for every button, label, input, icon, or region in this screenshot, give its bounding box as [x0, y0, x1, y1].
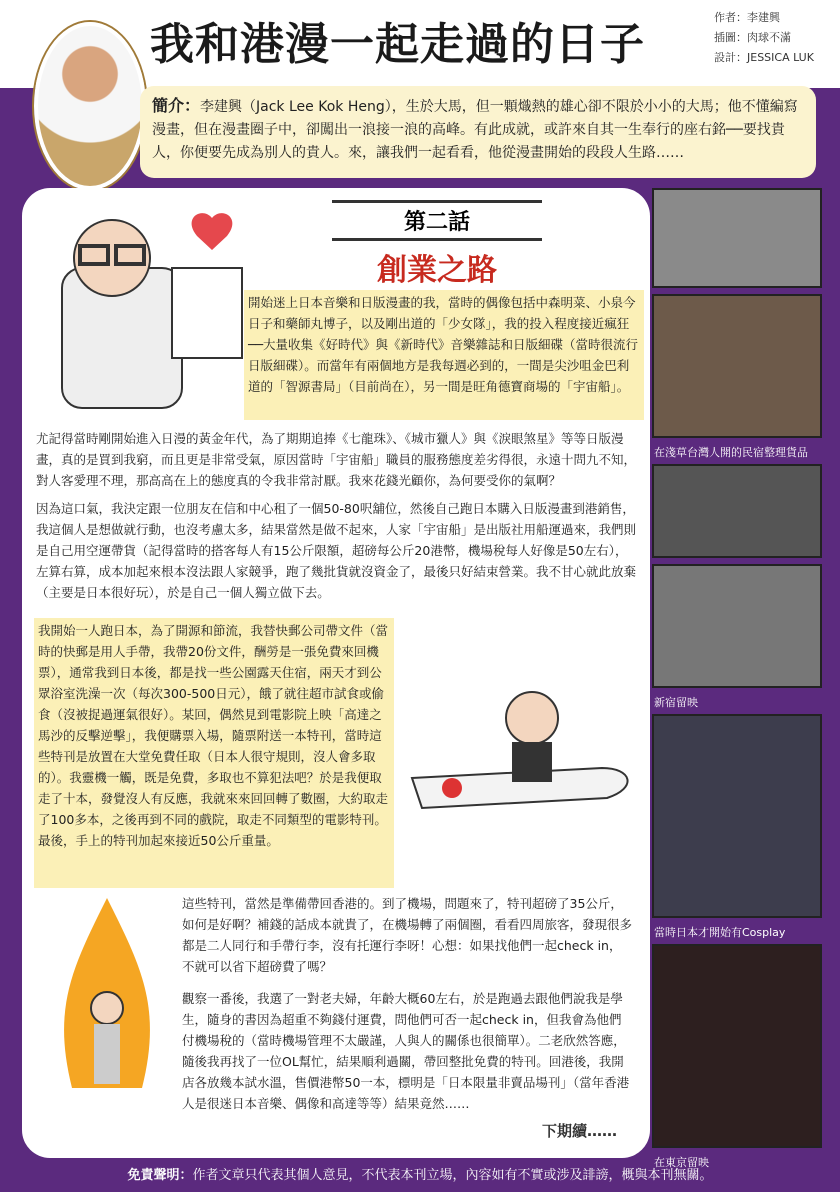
- page-title: 我和港漫一起走過的日子: [150, 19, 645, 70]
- photo-cosplay: [652, 714, 822, 918]
- episode-number: 第二話: [332, 200, 542, 241]
- photo-station: [652, 188, 822, 288]
- disclaimer: [0, 1160, 840, 1192]
- photo-inn: [652, 294, 822, 438]
- photo-street: [652, 564, 822, 688]
- photo-sidebar: [652, 188, 822, 1169]
- intro-label: 簡介：: [152, 96, 201, 115]
- photo-group: [652, 464, 822, 558]
- disclaimer-text: 作者文章只代表其個人意見，不代表本刊立場，內容如有不實或涉及誹謗，概與本刊無關。: [192, 1168, 713, 1183]
- paragraph-3: 因為這口氣，我決定跟一位朋友在信和中心租了一個50-80呎舖位，然後自己跑日本購入日版漫畫到港銷售，我這個人是想做就行動，也沒考慮太多，結果當然是做不起來，人家「宇宙船」是出版社用船運過來，我們則是自己用空運帶貨（記得當時的搭客每人有15公斤限額，超磅每公斤20港幣，機場稅每人好像是50左右），左算右算，成本加起來根本沒法跟人家競爭，跑了幾批貨就沒資金了，最後只好結束營業。我不甘心就此放棄（主要是日本很好玩），於是自己一個人獨立做下去。: [36, 501, 637, 600]
- author-photo: [34, 22, 146, 190]
- caption-3: 當時日本才開始有Cosplay: [654, 926, 786, 939]
- illustration-airplane: [402, 658, 642, 848]
- caption-2: 新宿留映: [654, 696, 698, 709]
- paragraph-2: 尤記得當時剛開始進入日漫的黃金年代，為了期期追捧《七龍珠》、《城市獵人》與《淚眼煞星》等等日版漫畫，真的是買到我窮，而且更是非常受氣，原因當時「宇宙船」職員的服務態度差劣得很，永遠十問九不知，對人客愛理不理，那高高在上的態度真的令我非常討厭。我來花錢光顧你，為何要受你的氣啊？: [36, 431, 637, 488]
- to-be-continued: 下期續……: [542, 1122, 618, 1140]
- photo-tokyo: [652, 944, 822, 1148]
- credit-author: 作者：李建興: [714, 11, 780, 24]
- illustration-fire: [32, 888, 182, 1138]
- caption-4: 在東京留映: [654, 1156, 709, 1169]
- intro-text: 李建興（Jack Lee Kok Heng），生於大馬，但一顆熾熱的雄心卻不限於小小的大馬；他不懂編寫漫畫，但在漫畫圈子中，卻闖出一浪接一浪的高峰。有此成就，或許來自其一生奉行的座右銘──要找貴人，你便要先成為別人的貴人。來，讓我們一起看看，他從漫畫開始的段段人生路……: [152, 99, 798, 161]
- episode-heading: [332, 200, 542, 289]
- disclaimer-label: 免責聲明：: [127, 1168, 193, 1183]
- episode-title: 創業之路: [377, 253, 497, 288]
- intro-box: [140, 86, 816, 178]
- caption-1: 在淺草台灣人開的民宿整理貨品: [654, 446, 808, 459]
- credits: [714, 8, 814, 68]
- article-body: [22, 188, 650, 1158]
- credit-design: 設計：JESSICA LUK: [714, 51, 814, 64]
- paragraph-1: 開始迷上日本音樂和日版漫畫的我，當時的偶像包括中森明菜、小泉今日子和藥師丸博子，以及剛出道的「少女隊」，我的投入程度接近瘋狂──大量收集《好時代》與《新時代》音樂雜誌和日版細碟（當時很流行日版細碟）。而當年有兩個地方是我每週必到的，一間是尖沙咀金巴利道的「智源書局」（目前尚在），另一間是旺角德寶商場的「宇宙船」。: [244, 290, 644, 420]
- credit-illustration: 插圖：肉球不滿: [714, 31, 791, 44]
- illustration-fan: [32, 198, 252, 428]
- paragraph-6: 觀察一番後，我選了一對老夫婦，年齡大概60左右，於是跑過去跟他們說我是學生，隨身的書因為超重不夠錢付運費，問他們可否一起check in，但我會為他們付機場稅的（當時機場管理不太嚴謹，人與人的關係也很簡單）。二老欣然答應，隨後我再找了一位OL幫忙，結果順利過關，帶回整批免費的特刊。回港後，我開店各放幾本試水溫，售價港幣50一本，標明是「日本限量非賣品場刊」（當年香港人是很迷日本音樂、偶像和高達等等）結果竟然……: [182, 991, 630, 1111]
- paragraph-5: 這些特刊，當然是準備帶回香港的。到了機場，問題來了，特刊超磅了35公斤，如何是好啊？補錢的話成本就貴了，在機場轉了兩個圈，看看四周旅客，發現很多都是二人同行和手帶行李，沒有托運行李呀！心想：如果找他們一起check in，不就可以省下超磅費了嗎？: [182, 896, 633, 974]
- paragraph-4: 我開始一人跑日本，為了開源和節流，我替快郵公司帶文件（當時的快郵是用人手帶，我帶20份文件，酬勞是一張免費來回機票），通常我到日本後，都是找一些公園露天住宿，兩天才到公眾浴室洗澡一次（每次300-500日元），餓了就往超市試食或偷食（沒被捉過運氣很好）。某回，偶然見到電影院上映「高達之馬沙的反擊逆擊」，我便購票入場，隨票附送一本特刊，當時這些特刊是放置在大堂免費任取（日本人很守規則，沒人會多取的）。我靈機一觸，既是免費，多取也不算犯法吧？於是我便取走了十本，發覺沒人有反應，我就來來回回轉了數圈，大約取走了100多本，之後再到不同的戲院，取走不同類型的電影特刊。最後，手上的特刊加起來接近50公斤重量。: [34, 618, 394, 888]
